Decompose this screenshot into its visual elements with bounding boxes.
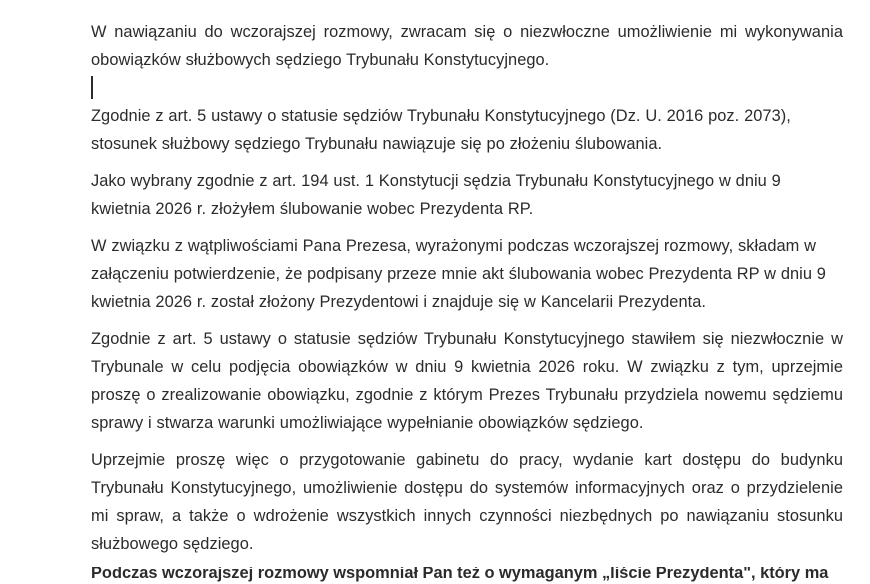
paragraph-3: Jako wybrany zgodnie z art. 194 ust. 1 Konstytucji sędzia Trybunału Konstytucyjnego w dniu 9 kwietnia 2026 r. złożyłem ślubowanie wobec Prezydenta RP.	[91, 172, 781, 218]
text-cursor-caret	[91, 76, 93, 99]
paragraph-5: Zgodnie z art. 5 ustawy o statusie sędziów Trybunału Konstytucyjnego stawiłem się niezwłocznie w Trybunale w celu podjęcia obowiązków w dniu 9 kwietnia 2026 roku. W związku z tym, uprzejmie proszę o zrealizowanie obowiązku, zgodnie z którym Prezes Trybunału przydziela nowemu sędziemu sprawy i stwarza warunki umożliwiające wypełnianie obowiązków sędziego.	[91, 330, 843, 432]
paragraph-4: W związku z wątpliwościami Pana Prezesa, wyrażonymi podczas wczorajszej rozmowy, składam w załączeniu potwierdzenie, że podpisany przeze mnie akt ślubowania wobec Prezydenta RP w dniu 9 kwietnia 2026 r. został złożony Prezydentowi i znajduje się w Kancelarii Prezydenta.	[91, 237, 826, 311]
empty-line-with-caret[interactable]	[91, 74, 843, 102]
paragraph-6: Uprzejmie proszę więc o przygotowanie gabinetu do pracy, wydanie kart dostępu do budynku Trybunału Konstytucyjnego, umożliwienie dostępu do systemów informacyjnych oraz o przydzielenie mi spraw, a także o wdrożenie wszystkich innych czynności niezbędnych po nawiązaniu stosunku służbowego sędziego.	[91, 451, 843, 553]
paragraph-2: Zgodnie z art. 5 ustawy o statusie sędziów Trybunału Konstytucyjnego (Dz. U. 2016 poz. 2073), stosunek służbowy sędziego Trybunału nawiązuje się po złożeniu ślubowania.	[91, 107, 791, 153]
document-text-body[interactable]	[91, 18, 843, 584]
paragraph-1: W nawiązaniu do wczorajszej rozmowy, zwracam się o niezwłoczne umożliwienie mi wykonywania obowiązków służbowych sędziego Trybunału Konstytucyjnego.	[91, 23, 843, 69]
paragraph-7-clipped: Podczas wczorajszej rozmowy wspomniał Pan też o wymaganym „liście Prezydenta", który ma	[91, 567, 829, 582]
